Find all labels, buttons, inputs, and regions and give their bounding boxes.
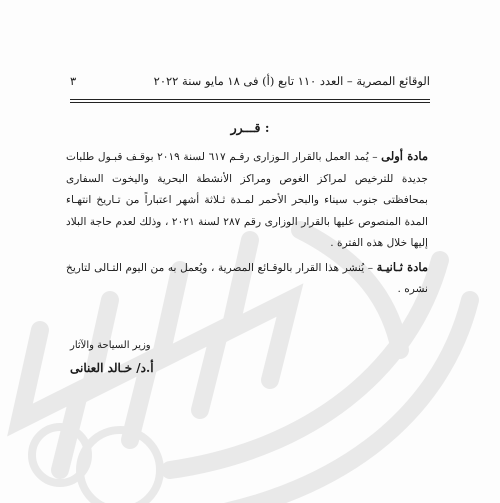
minister-title: وزير السياحة والآثار [70, 340, 151, 351]
decree-body [66, 146, 428, 301]
decree-heading: قـــرر : [230, 120, 270, 135]
article-1 [66, 146, 428, 255]
gazette-header [70, 74, 430, 88]
header-divider [70, 99, 430, 103]
minister-name: أ.د/ خـالد العنانى [70, 361, 154, 375]
article-2-text: – يُنشر هذا القرار بالوقـائع المصرية ، ويُعمل به من اليوم التـالى لتاريخ نشره . [66, 261, 428, 295]
signature-block [40, 340, 370, 375]
article-2 [66, 257, 428, 301]
page-number: ٣ [70, 74, 77, 88]
article-1-label: مادة أولى [381, 149, 429, 163]
gazette-title: الوقائع المصرية – العدد ١١٠ تابع (أ) فى ١٨ مايو سنة ٢٠٢٢ [153, 74, 430, 88]
article-1-text: – يُمد العمل بالقرار الـوزارى رقـم ٦١٧ لسنة ٢٠١٩ بوقـف قبـول طلبات جديدة للترخيص لمراكز الغوص ومراكز الأنشطة البحرية واليخوت السفارى بمحافظتى جنوب سيناء والبحر الأحمر لمـدة ثـلاثة أشهر اعتباراً من تـاريخ انتهـاء المدة المنصوص عليها بالقرار الوزارى رقم ٢٨٧ لسنة ٢٠٢١ ، وذلك لعدم حاجة البلاد إليها خلال هذه الفترة . [66, 151, 428, 249]
article-2-label: مادة ثـانيـة [376, 259, 428, 274]
